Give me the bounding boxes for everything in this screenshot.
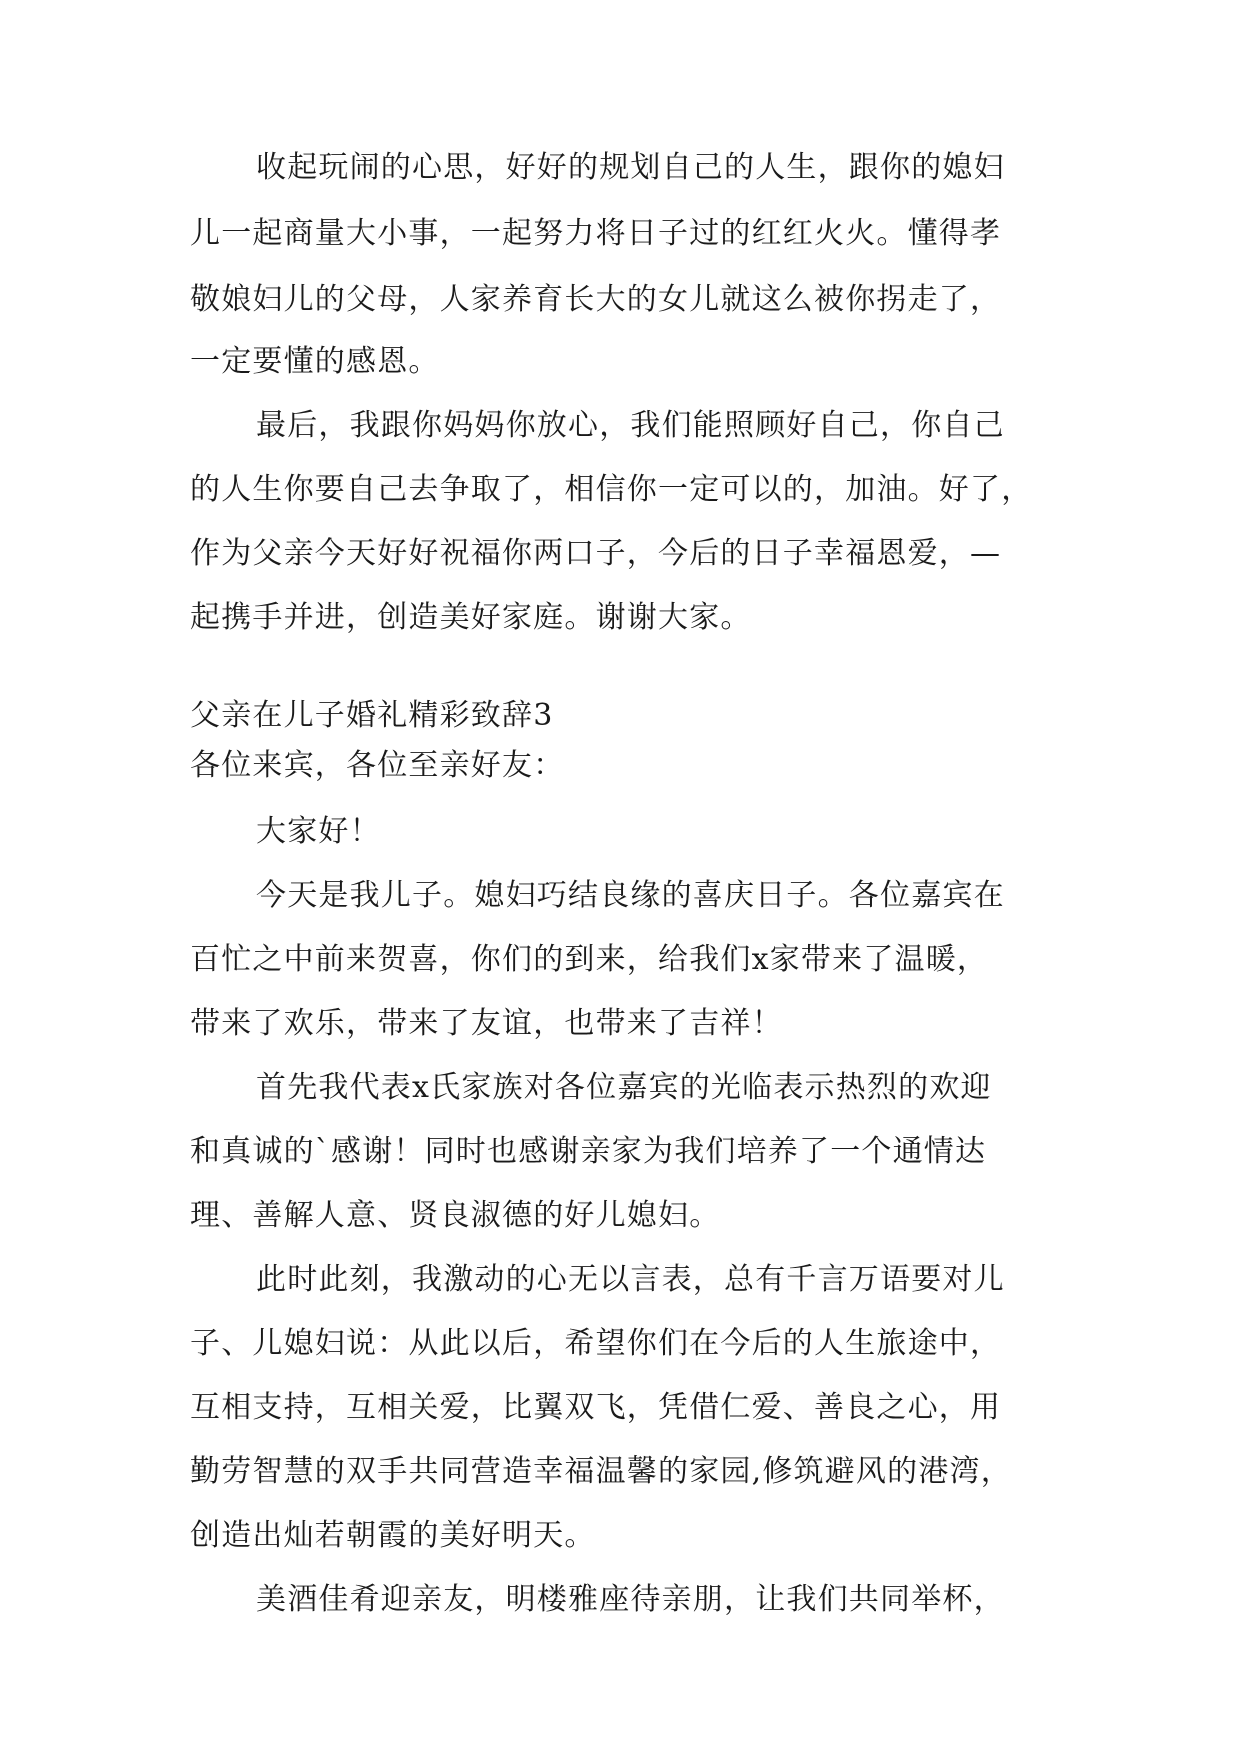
paragraph-line: 勤劳智慧的双手共同营造幸福温馨的家园,修筑避风的港湾， — [190, 1454, 1012, 1489]
paragraph-line: 一定要懂的感恩。 — [190, 344, 440, 379]
paragraph-line: 的人生你要自己去争取了，相信你一定可以的，加油。好了， — [190, 472, 1033, 507]
salutation-line: 各位来宾，各位至亲好友： — [190, 748, 565, 783]
paragraph-line: 此时此刻，我激动的心无以言表，总有千言万语要对儿 — [256, 1262, 1005, 1297]
section-heading: 父亲在儿子婚礼精彩致辞3 — [190, 698, 554, 733]
paragraph-line: 作为父亲今天好好祝福你两口子，今后的日子幸福恩爱，— — [190, 536, 1002, 571]
paragraph-line: 敬娘妇儿的父母，人家养育长大的女儿就这么被你拐走了， — [190, 282, 1002, 317]
paragraph-line: 和真诚的`感谢！同时也感谢亲家为我们培养了一个通情达 — [190, 1134, 987, 1169]
paragraph-line: 儿一起商量大小事，一起努力将日子过的红红火火。懂得孝 — [190, 216, 1002, 251]
paragraph-line: 创造出灿若朝霞的美好明天。 — [190, 1518, 596, 1553]
paragraph-line: 收起玩闹的心思，好好的规划自己的人生，跟你的媳妇 — [256, 150, 1005, 185]
paragraph-line: 子、儿媳妇说：从此以后，希望你们在今后的人生旅途中， — [190, 1326, 1002, 1361]
paragraph-line: 起携手并进，创造美好家庭。谢谢大家。 — [190, 600, 752, 635]
paragraph-line: 今天是我儿子。媳妇巧结良缘的喜庆日子。各位嘉宾在 — [256, 878, 1005, 913]
greeting-line: 大家好！ — [256, 814, 381, 849]
paragraph-line: 美酒佳肴迎亲友，明楼雅座待亲朋，让我们共同举杯， — [256, 1582, 1005, 1617]
paragraph-line: 百忙之中前来贺喜，你们的到来，给我们x家带来了温暖， — [190, 942, 989, 977]
paragraph-line: 带来了欢乐，带来了友谊，也带来了吉祥！ — [190, 1006, 783, 1041]
paragraph-line: 首先我代表x氏家族对各位嘉宾的光临表示热烈的欢迎 — [256, 1070, 992, 1105]
paragraph-line: 理、善解人意、贤良淑德的好儿媳妇。 — [190, 1198, 721, 1233]
paragraph-line: 最后，我跟你妈妈你放心，我们能照顾好自己，你自己 — [256, 408, 1005, 443]
paragraph-line: 互相支持，互相关爱，比翼双飞，凭借仁爱、善良之心，用 — [190, 1390, 1002, 1425]
